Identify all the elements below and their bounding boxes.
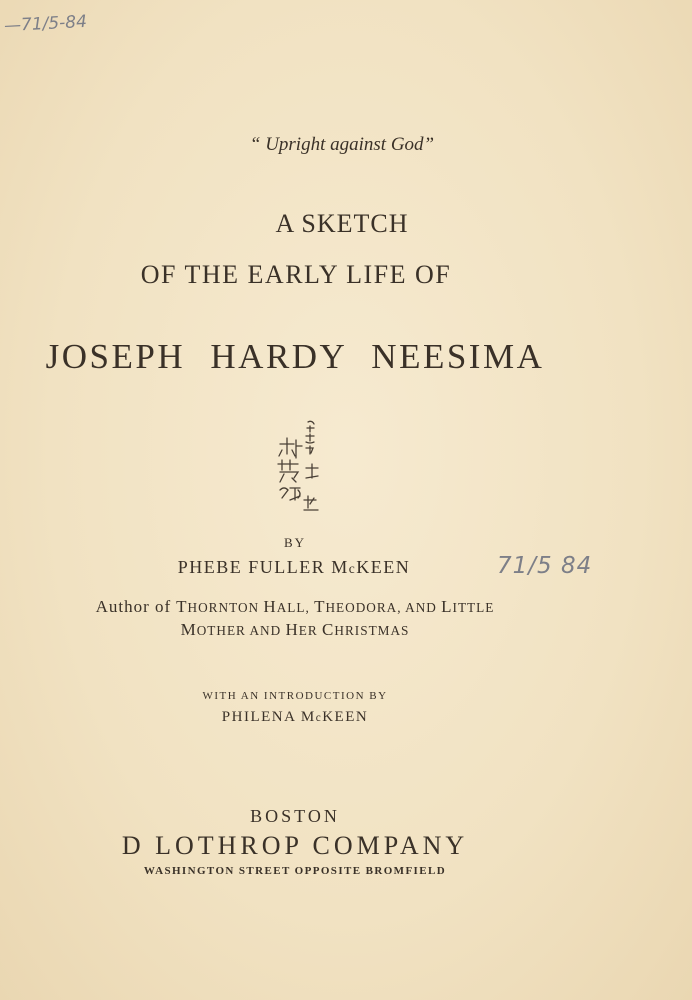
title-line-1: A SKETCH: [275, 209, 409, 238]
intro-name-suffix: KEEN: [322, 709, 369, 725]
works-text: HRISTMAS: [334, 623, 410, 638]
works-text: Author of: [95, 597, 177, 616]
works-text: H: [263, 597, 277, 616]
works-text: T: [314, 597, 326, 616]
intro-name-c: c: [315, 712, 323, 724]
works-text: HEODORA, AND: [325, 600, 442, 615]
introduction-label: WITH AN INTRODUCTION BY: [202, 690, 388, 702]
works-text: HORNTON: [187, 600, 264, 615]
works-text: ALL,: [276, 600, 315, 615]
by-label: BY: [283, 535, 307, 550]
works-text: ER: [298, 623, 323, 638]
imprint-address: WASHINGTON STREET OPPOSITE BROMFIELD: [143, 865, 447, 877]
works-text: ITTLE: [452, 600, 495, 615]
epigraph: “ Upright against God”: [249, 134, 435, 155]
imprint-publisher: D LOTHROP COMPANY: [121, 831, 469, 860]
author-name-suffix: KEEN: [356, 557, 411, 577]
works-text: OTHER AND: [196, 623, 286, 638]
author-works-line-2: [0, 620, 641, 640]
works-text: M: [180, 620, 197, 639]
author-name-prefix: PHEBE FULLER M: [177, 557, 349, 577]
author-works-line-1: [0, 597, 641, 617]
author-name-c: c: [348, 561, 357, 576]
imprint-city: BOSTON: [250, 806, 340, 826]
pencil-note-top-left: —71/5-84: [3, 11, 88, 37]
pencil-note-right: 71/5 84: [497, 553, 593, 579]
works-text: T: [176, 597, 188, 616]
works-text: L: [441, 597, 453, 616]
works-text: C: [322, 620, 335, 639]
title-main: JOSEPH HARDY NEESIMA: [45, 337, 545, 376]
signature-seal-icon: [270, 416, 330, 516]
title-line-2: OF THE EARLY LIFE OF: [140, 260, 452, 289]
introduction-name: [0, 709, 641, 726]
works-text: H: [285, 620, 299, 639]
intro-name-prefix: PHILENA M: [221, 709, 316, 725]
